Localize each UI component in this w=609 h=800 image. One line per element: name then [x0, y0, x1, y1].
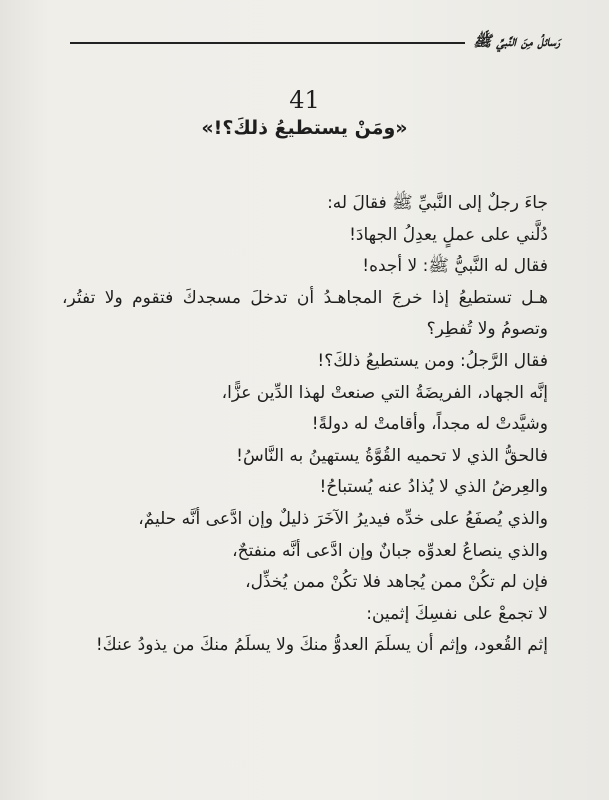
paragraph: والذي يُصفَعُ على خدِّه فيديرُ الآخَرَ ذليلٌ وإن ادَّعى أنَّه حليمٌ،	[138, 508, 548, 529]
chapter-number: 41	[289, 86, 320, 114]
paragraph: دُلَّني على عملٍ يعدِلُ الجهادَ!	[349, 224, 548, 245]
paragraph: والعِرضُ الذي لا يُذادُ عنه يُستباحُ!	[319, 477, 548, 498]
paragraph: فقال له النَّبيُّ ﷺ: لا أجده!	[362, 256, 548, 277]
paragraph: والذي ينصاعُ لعدوِّه جبانٌ وإن ادَّعى أنَّه منفتحٌ،	[232, 540, 548, 561]
chapter-title: «ومَنْ يستطيعُ ذلكَ؟!»	[201, 117, 408, 139]
paragraph: لا تجمعْ على نفسِكَ إثمين:	[366, 603, 548, 624]
paragraph: إثم القُعود، وإثم أن يسلَمَ العدوُّ منكَ ولا يسلَمُ منكَ من يذودُ عنكَ!	[95, 635, 548, 656]
paragraph: جاءَ رجلٌ إلى النَّبيِّ ﷺ فقالَ له:	[327, 193, 548, 213]
paragraph: إنَّه الجهاد، الفريضَةُ التي صنعتْ لهذا الدِّين عزًّا،	[221, 382, 548, 403]
paragraph: وشيَّدتْ له مجداً، وأقامتْ له دولةً!	[311, 414, 548, 435]
running-head-title: رَسائلُ مِنَ النَّبيِّ ﷺ	[473, 32, 560, 50]
running-header	[70, 30, 560, 56]
paragraph: فالحقُّ الذي لا تحميه القُوَّةُ يستهينُ به النَّاسُ!	[236, 445, 548, 466]
header-rule	[70, 42, 465, 44]
body-text	[62, 188, 548, 662]
paragraph: فإن لم تكُنْ ممن يُجاهد فلا تكُنْ ممن يُخذِّل،	[245, 572, 548, 593]
paragraph: فقال الرَّجلُ: ومن يستطيعُ ذلكَ؟!	[317, 350, 548, 371]
paragraph: هـل تستطيعُ إذا خرجَ المجاهـدُ أن تدخلَ مسجدكَ فتقوم ولا تفتُر، وتصومُ ولا تُفطِر؟	[62, 287, 548, 340]
